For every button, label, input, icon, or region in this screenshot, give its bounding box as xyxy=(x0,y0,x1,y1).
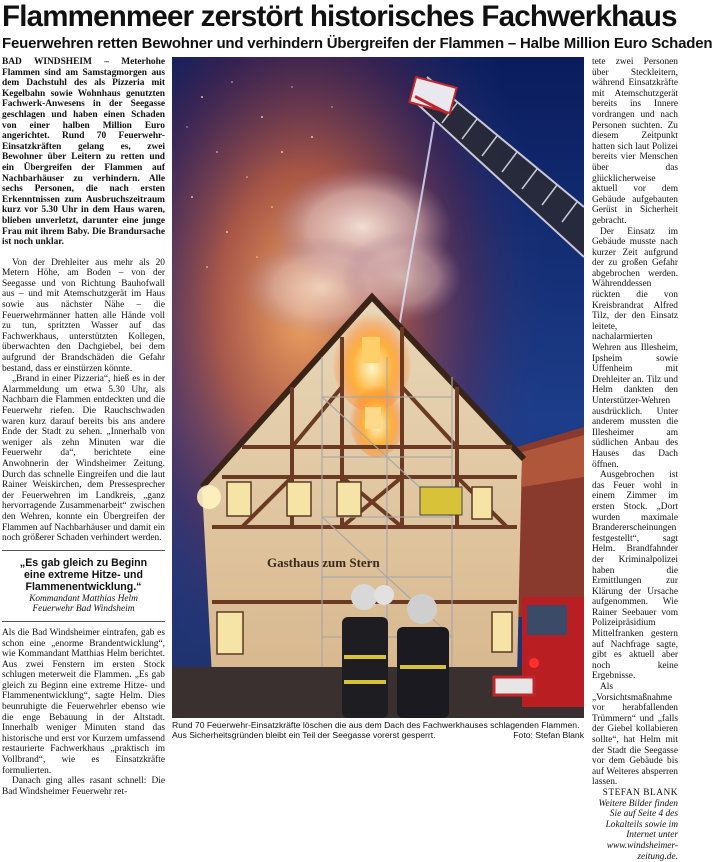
author-byline: STEFAN BLANK xyxy=(602,787,678,798)
caption-line-2-row xyxy=(172,730,584,740)
burning-half-timbered-house-image xyxy=(172,57,584,718)
caption-line-2: Aus Sicherheitsgründen bleibt ein Teil der Seegasse vorerst gesperrt. xyxy=(172,730,436,740)
col3-paragraph-3: Ausgebrochen ist das Feuer wohl in einem Zimmer im ersten Stock. „Dort wurden maximale Brandererscheinungen festgestellt“, sagt Helm. Brandfahnder der Kriminalpolizei haben die Ermittlungen zur Klärung der Ursache aufgenommen. Wie Rainer Seebauer vom Polizeipräsidium Mittelfranken gestern auf Nachfrage sagte, gibt es aktuell aber noch keine Ergebnisse. xyxy=(592,470,678,682)
caption-line-1: Rund 70 Feuerwehr-Einsatzkräfte löschen die aus dem Dach des Fachwerkhauses schlagenden Flammen. xyxy=(172,720,580,730)
headline: Flammenmeer zerstört historisches Fachwerkhaus xyxy=(2,0,677,33)
lead-text: Meterhohe Flammen sind am Samstagmorgen aus dem Dachstuhl des als Pizzeria mit Kegelbahn sowie Wohnhaus genutzten Fachwerk-Anwesens in der Seegasse geschlagen und haben einen Schaden von einer halben Million Euro angerichtet. Rund 70 Feuerwehr-Einsatzkräften gelang es, zwei Bewohner über Leitern zu retten und ein Übergreifen der Flammen auf Nachbarhäuser zu verhindern. Alle sechs Personen, die nach ersten Erkenntnissen zum Ausbruchszeitraum kurz vor 5.30 Uhr in dem Haus waren, blieben unverletzt, darunter eine junge Frau mit ihrem Baby. Die Brandursache ist noch unklar. xyxy=(2,57,165,248)
subheadline: Feuerwehren retten Bewohner und verhindern Übergreifen der Flammen – Halbe Million Euro Schaden xyxy=(2,35,712,52)
lead-paragraph xyxy=(2,57,165,248)
dateline: BAD WINDSHEIM – xyxy=(2,57,109,67)
body-paragraph-2: „Brand in einer Pizzeria“, hieß es in der Alarmmeldung um etwa 5.30 Uhr, als Nachbarn die Flammen entdeckten und die Feuerwehr riefen. Die Rauchschwaden waren kurz darauf bereits bis ans andere Ende der Stadt zu sehen. „Innerhalb von weniger als zehn Minuten war die Feuerwehr da“, berichtete eine Anwohnerin der Windsheimer Zeitung. Durch das schnelle Eingreifen und die laut Rainer Weiskirchen, dem Pressesprecher der Feuerwehren im Landkreis, „ganz hervorragende Zusammenarbeit“ zwischen den Wehren, konnte ein Übergreifen der Flammen auf Nachbarhäuser und damit ein noch größerer Schaden verhindert werden. xyxy=(2,374,165,544)
pull-quote-attribution: Kommandant Matthias Helm Feuerwehr Bad Windsheim xyxy=(29,593,138,615)
article-column-1 xyxy=(2,57,165,797)
col3-paragraph-1: tete zwei Personen über Steckleitern, während Einsatzkräfte mit Atemschutzgerät bereits ins Innere vordrangen und nach Personen suchten. Zu diesem Zeitpunkt hatten sich laut Polizei bereits vier Menschen über das glücklicherweise aktuell vor dem Gebäude aufgebauten Gerüst in Sicherheit gebracht. xyxy=(592,57,678,226)
article-column-3 xyxy=(592,57,678,862)
fire-photo xyxy=(172,57,584,718)
photo-credit: Foto: Stefan Blank xyxy=(513,730,584,740)
photo-sign-text: Gasthaus zum Stern xyxy=(267,555,380,570)
quote-separator-bottom xyxy=(2,621,165,622)
quote-separator-top xyxy=(2,550,165,551)
body-paragraph-1: Von der Drehleiter aus mehr als 20 Metern Höhe, am Boden – von der Seegasse und von Richtung Bauhofwall aus – und mit Atemschutzgerät im Haus sowie aus nächster Nähe – die Feuerwehrmänner hatten alle Hände voll zu tun, spritzten Wasser auf das Fachwerkhaus, unterstützten Kollegen, überwachten den Dachgiebel, bei dem aufgrund der Brandschäden die Gefahr bestand, dass er einstürzen könnte. xyxy=(2,257,165,374)
col3-paragraph-2: Der Einsatz im Gebäude musste nach kurzer Zeit aufgrund der zu großen Gefahr abgebrochen werden. Währenddessen rückten die von Kreisbrandrat Alfred Tilz, der den Einsatz leitete, nachalarmierten Wehren aus Illesheim, Ipsheim sowie Uffenheim mit Drehleiter an. Tilz und Helm dankten den Unterstützer-Wehren ausdrücklich. Unter anderem mussten die Illesheimer am südlichen Anbau des Hauses das Dach öffnen. xyxy=(592,226,678,470)
body-paragraph-3: Als die Bad Windsheimer eintrafen, gab es schon eine „enorme Brandentwicklung“, wie Kommandant Matthias Helm berichtet. Aus zwei Fenstern im ersten Stock schlugen meterweit die Flammen. „Es gab gleich zu Beginn eine extreme Hitze- und Flammenentwicklung“, sagte Helm. Dies beunruhigte die Feuerwehrler ebenso wie die enge Bebauung in der Altstadt. Innerhalb weniger Minuten stand das historische und erst vor Kurzem umfassend restaurierte Fachwerkhaus „praktisch im Vollbrand“, wie es Einsatzkräfte formulierten. xyxy=(2,627,165,776)
col3-paragraph-4: Als „Vorsichtsmaßnahme vor herabfallenden Trümmern“ und „falls der Giebel kollabieren sollte“, hat Helm mit der Stadt die Seegasse vor dem Gebäude bis auf Weiteres absperren lassen. xyxy=(592,682,678,788)
more-info-note: Weitere Bilder finden Sie auf Seite 4 des Lokalteils sowie im Internet unter www.windsheimer-zeitung.de. xyxy=(598,798,678,862)
pull-quote xyxy=(8,557,159,615)
body-paragraph-4: Danach ging alles rasant schnell: Die Bad Windsheimer Feuerwehr ret- xyxy=(2,776,165,797)
pull-quote-text: „Es gab gleich zu Beginn eine extreme Hitze- und Flammenentwicklung.“ xyxy=(19,556,148,593)
photo-caption xyxy=(172,720,584,740)
